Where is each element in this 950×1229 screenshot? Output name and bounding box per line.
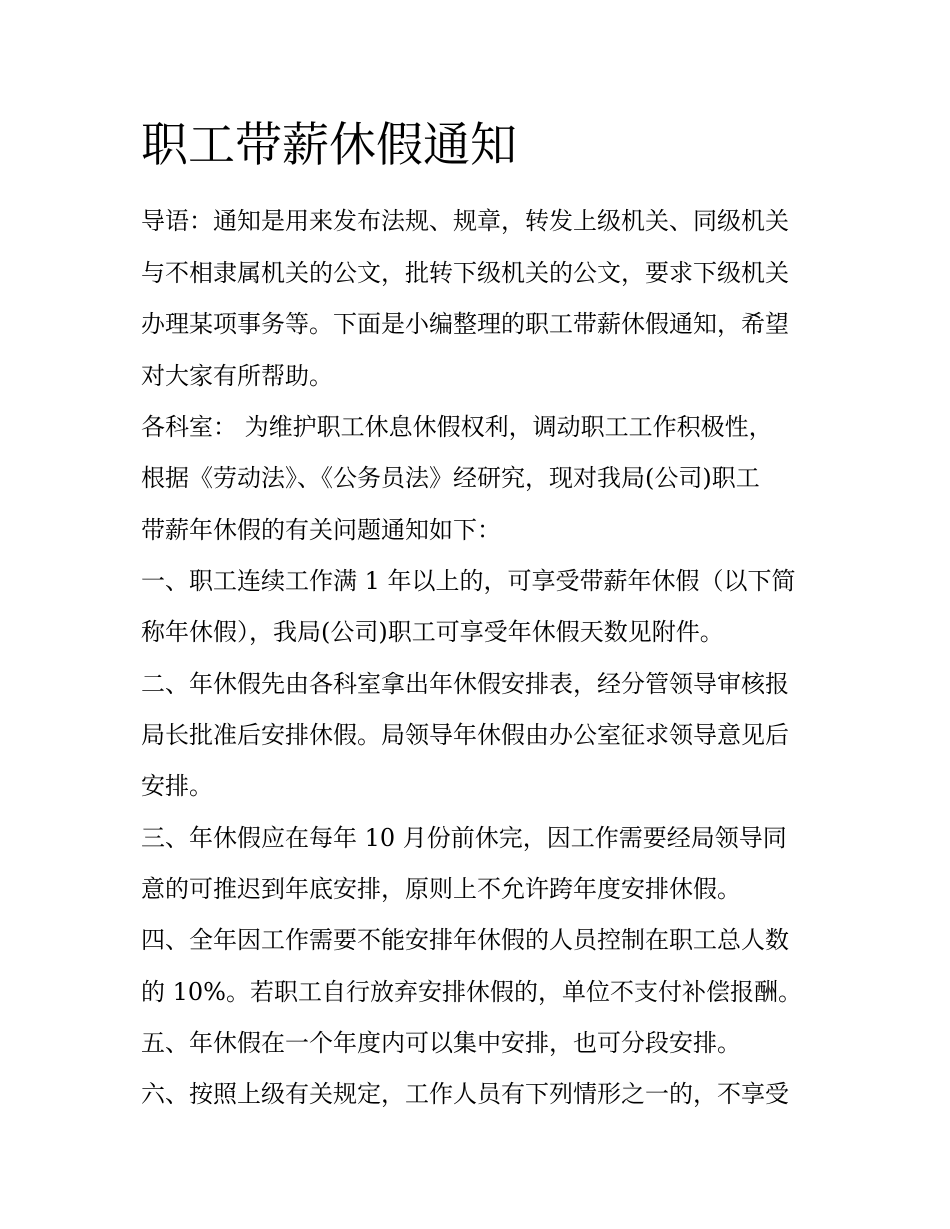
body-line: 四、全年因工作需要不能安排年休假的人员控制在职工总人数 (141, 926, 789, 954)
body-line: 五、年休假在一个年度内可以集中安排，也可分段安排。 (141, 1029, 741, 1057)
body-line: 局长批准后安排休假。局领导年休假由办公室征求领导意见后 (141, 721, 789, 749)
body-line: 的 10%。若职工自行放弃安排休假的，单位不支付补偿报酬。 (141, 978, 802, 1006)
body-line: 六、按照上级有关规定，工作人员有下列情形之一的，不享受 (141, 1080, 789, 1108)
body-line: 对大家有所帮助。 (141, 362, 333, 390)
body-line: 各科室： 为维护职工休息休假权利，调动职工工作积极性， (141, 413, 773, 441)
body-line: 导语：通知是用来发布法规、规章，转发上级机关、同级机关 (141, 207, 789, 235)
body-line: 三、年休假应在每年 10 月份前休完，因工作需要经局领导同 (141, 824, 787, 852)
body-line: 根据《劳动法》、《公务员法》经研究，现对我局(公司)职工 (141, 464, 760, 492)
document-title: 职工带薪休假通知 (141, 118, 517, 173)
body-line: 意的可推迟到年底安排，原则上不允许跨年度安排休假。 (141, 875, 741, 903)
body-line: 一、职工连续工作满 1 年以上的，可享受带薪年休假（以下简 (141, 567, 796, 595)
body-line: 与不相隶属机关的公文，批转下级机关的公文，要求下级机关 (141, 259, 789, 287)
body-line: 办理某项事务等。下面是小编整理的职工带薪休假通知，希望 (141, 310, 789, 338)
body-line: 带薪年休假的有关问题通知如下： (141, 516, 501, 544)
body-line: 二、年休假先由各科室拿出年休假安排表，经分管领导审核报 (141, 670, 789, 698)
body-line: 安排。 (141, 772, 213, 800)
body-line: 称年休假），我局(公司)职工可享受年休假天数见附件。 (141, 618, 724, 646)
